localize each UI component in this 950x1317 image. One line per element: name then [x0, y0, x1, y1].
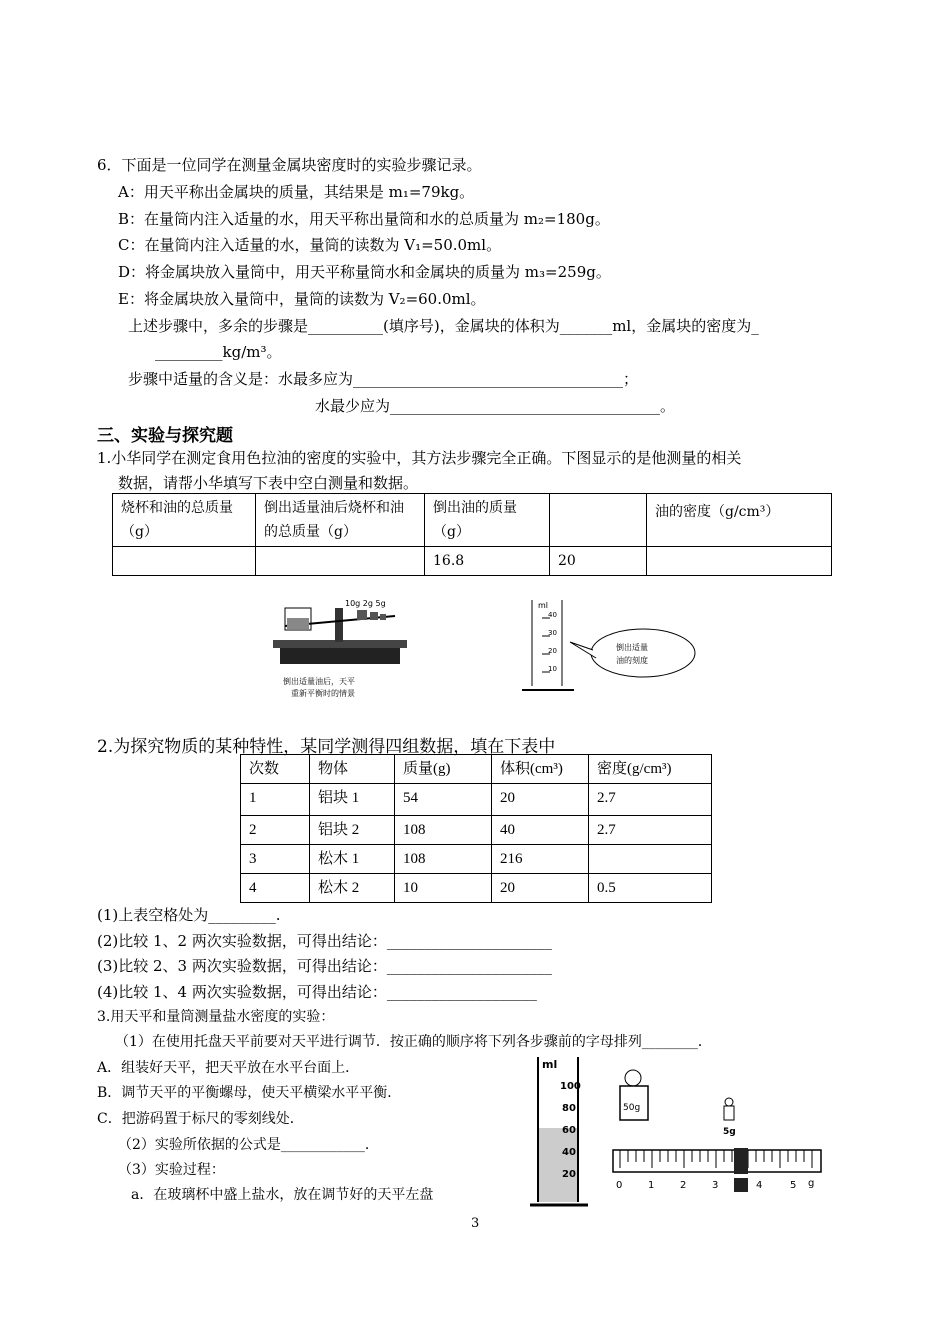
q2-sub3: (3)比较 2、3 两次实验数据，可得出结论：______________________: [97, 957, 552, 975]
table-cell: 20: [550, 547, 647, 576]
cylinder-tick: 60: [562, 1125, 576, 1136]
table-cell: 1: [241, 784, 310, 816]
q6-question-line3: 步骤中适量的含义是：水最多应为____________________________________；: [128, 370, 639, 388]
q3-part2: （2）实验所依据的公式是____________．: [118, 1137, 379, 1153]
table-header-cell: 倒出油的质量（g）: [425, 494, 550, 547]
table-header-row: [241, 755, 712, 784]
q6-step-d: D：将金属块放入量筒中，用天平称量筒水和金属块的质量为 m₃=259g。: [118, 263, 611, 281]
weight-50g-label: 50g: [623, 1103, 641, 1113]
table-cell: 216: [492, 845, 589, 874]
table-cell: 2.7: [589, 784, 712, 816]
cylinder-tick: 10: [548, 665, 557, 673]
balance-caption-1: 倒出适量油后，天平: [283, 677, 355, 686]
table-cell: 108: [395, 816, 492, 845]
table-row: [241, 816, 712, 845]
q3-option-b: B．调节天平的平衡螺母，使天平横梁水平平衡．: [97, 1085, 402, 1101]
cylinder-tick: 40: [548, 611, 557, 619]
q6-step-b: B：在量筒内注入适量的水，用天平称出量筒和水的总质量为 m₂=180g。: [118, 210, 610, 228]
table-row: [113, 547, 832, 576]
table-row: [241, 874, 712, 903]
q3-part3: （3）实验过程：: [118, 1162, 225, 1178]
table-row: [241, 784, 712, 816]
q6-step-e: E：将金属块放入量筒中，量筒的读数为 V₂=60.0ml。: [118, 290, 486, 308]
table-cell: 20: [492, 784, 589, 816]
table-cell: 108: [395, 845, 492, 874]
balance-caption-2: 重新平衡时的情景: [291, 689, 355, 698]
q3-part-a: a．在玻璃杯中盛上盐水，放在调节好的天平左盘: [131, 1187, 434, 1203]
q3-part1: （1）在使用托盘天平前要对天平进行调节．按正确的顺序将下列各步骤前的字母排列________．: [115, 1034, 712, 1050]
table-cell[interactable]: [256, 547, 425, 576]
scale-ticks: [620, 1150, 812, 1168]
bubble-text-1: 倒出适量: [616, 643, 648, 652]
table-header-cell: 次数: [241, 755, 310, 784]
q2-sub1: (1)上表空格处为_________.: [97, 906, 281, 924]
balance-weights-label: 10g 2g 5g: [345, 599, 386, 608]
scale-label: 2: [680, 1180, 687, 1191]
cylinder-tick: 40: [562, 1147, 576, 1158]
table-header-cell: 烧杯和油的总质量（g）: [113, 494, 256, 547]
table-header-cell: 体积(cm³): [492, 755, 589, 784]
q1-line1: 1.小华同学在测定食用色拉油的密度的实验中，其方法步骤完全正确。下图显示的是他测量的相关: [97, 449, 742, 467]
table-cell: 4: [241, 874, 310, 903]
table-cell[interactable]: [113, 547, 256, 576]
table-row: [241, 845, 712, 874]
table-cell: 0.5: [589, 874, 712, 903]
table-cell[interactable]: [589, 845, 712, 874]
table-cell: 20: [492, 874, 589, 903]
cylinder-unit-label: ml: [542, 1058, 558, 1071]
scale-label: 0: [616, 1180, 623, 1191]
table-header-cell: [550, 494, 647, 547]
table-header-cell: 油的密度（g/cm³）: [647, 494, 832, 547]
q6-step-a: A：用天平称出金属块的质量，其结果是 m₁=79kg。: [118, 183, 475, 201]
q6-question-line1: 上述步骤中，多余的步骤是__________(填序号)，金属块的体积为_______ml，金属块的密度为_: [128, 317, 759, 335]
table-cell[interactable]: [647, 547, 832, 576]
table-header-cell: 密度(g/cm³): [589, 755, 712, 784]
saltwater-figure: [528, 1052, 828, 1212]
cylinder-tick: 20: [562, 1169, 576, 1180]
section-heading: 三、实验与探究题: [97, 426, 233, 446]
scale-label: 5: [790, 1180, 797, 1191]
cylinder-tick: 30: [548, 629, 557, 637]
table-header-row: [113, 494, 832, 547]
table-cell: 16.8: [425, 547, 550, 576]
cylinder-tick: 100: [560, 1081, 581, 1092]
density-table: [240, 754, 712, 903]
q6-title: 6．下面是一位同学在测量金属块密度时的实验步骤记录。: [97, 156, 482, 174]
cylinder-figure: [518, 598, 698, 696]
q2-title: 2.为探究物质的某种特性，某同学测得四组数据，填在下表中: [97, 737, 556, 757]
table-cell: 铝块 1: [310, 784, 395, 816]
table-cell: 2: [241, 816, 310, 845]
q6-question-line4: 水最少应为____________________________________。: [315, 397, 676, 415]
q1-line2: 数据，请帮小华填写下表中空白测量和数据。: [118, 474, 419, 492]
table-cell: 10: [395, 874, 492, 903]
scale-label: g: [808, 1178, 815, 1189]
q3-title: 3.用天平和量筒测量盐水密度的实验：: [97, 1009, 335, 1025]
cylinder-tick: 20: [548, 647, 557, 655]
table-cell: 54: [395, 784, 492, 816]
scale-label: 3: [712, 1180, 719, 1191]
table-cell: 2.7: [589, 816, 712, 845]
q6-question-line2: _________kg/m³。: [155, 343, 282, 361]
table-cell: 3: [241, 845, 310, 874]
q6-step-c: C：在量筒内注入适量的水，量筒的读数为 V₁=50.0ml。: [118, 236, 502, 254]
scale-label: 1: [648, 1180, 655, 1191]
balance-figure: [265, 596, 415, 702]
oil-density-table: [112, 493, 832, 576]
table-header-cell: 质量(g): [395, 755, 492, 784]
table-header-cell: 倒出适量油后烧杯和油的总质量（g）: [256, 494, 425, 547]
q2-sub4: (4)比较 1、4 两次实验数据，可得出结论：____________________: [97, 983, 537, 1001]
table-cell: 40: [492, 816, 589, 845]
table-cell: 松木 2: [310, 874, 395, 903]
q2-sub2: (2)比较 1、2 两次实验数据，可得出结论：______________________: [97, 932, 552, 950]
cylinder-tick: 80: [562, 1103, 576, 1114]
page-number: 3: [471, 1216, 480, 1231]
table-header-cell: 物体: [310, 755, 395, 784]
table-cell: 铝块 2: [310, 816, 395, 845]
cylinder-unit-label: ml: [538, 601, 549, 610]
scale-label: 4: [756, 1180, 763, 1191]
table-cell: 松木 1: [310, 845, 395, 874]
q3-option-a: A．组装好天平，把天平放在水平台面上．: [97, 1060, 360, 1076]
bubble-text-2: 油的刻度: [616, 656, 648, 665]
q3-option-c: C．把游码置于标尺的零刻线处．: [97, 1111, 304, 1127]
weight-5g-label: 5g: [723, 1127, 736, 1137]
